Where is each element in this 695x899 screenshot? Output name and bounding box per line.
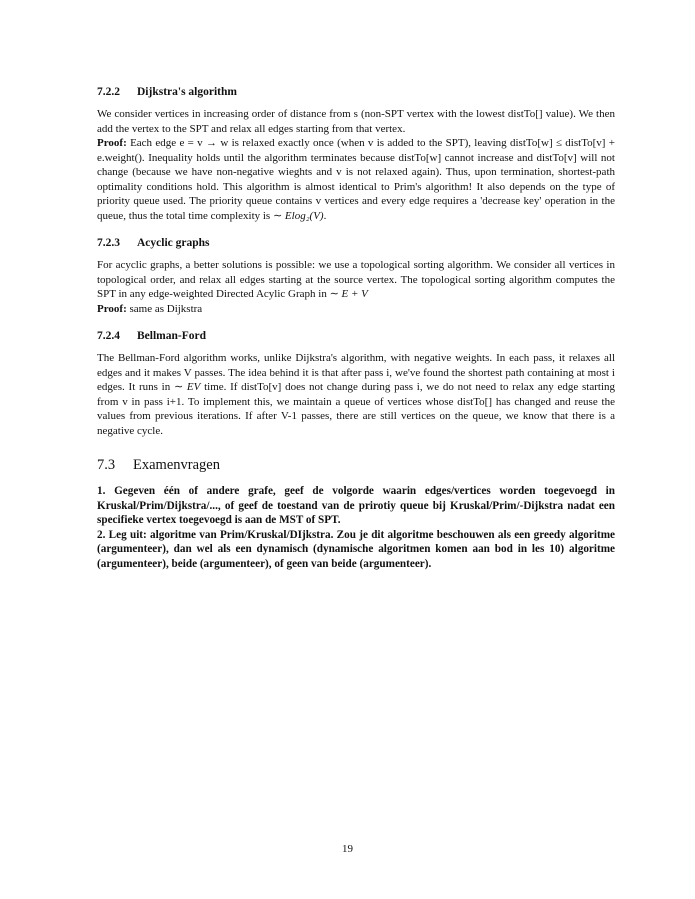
exam-question-1: 1. Gegeven één of andere grafe, geef de volgorde waarin edges/vertices worden toegevoegd in Kruskal/Prim/Dijkstra/..., of geef de toestand van de prirotiy queue bij Kruskal/Prim/-Dijkstra nadat een specifieke vertex toegevoegd is aan de MST of SPT.: [97, 485, 615, 527]
section-title: Examenvragen: [133, 457, 220, 473]
subsection-title: Bellman-Ford: [137, 330, 206, 342]
proof-label: Proof:: [97, 302, 127, 315]
subsection-number: 7.2.2: [97, 86, 120, 98]
dijkstra-intro-text: We consider vertices in increasing order of distance from s (non-SPT vertex with the lowest distTo[] value). We then add the vertex to the SPT and relax all edges starting from that vertex.: [97, 108, 615, 135]
section-heading-7-3: [97, 457, 615, 474]
subsection-number: 7.2.3: [97, 237, 120, 249]
bellman-ford-text-b: time. If distTo[v] does not change during pass i, we do not need to relax any edge starting from v in pass i+1. To implement this, we maintain a queue of vertices whose distTo[] has changed and reuse the values from previous iterations. If after V-1 passes, there are still vertices on the queue, we know that there is a negative cycle.: [97, 381, 615, 437]
subsection-heading-7-2-2: [97, 86, 615, 98]
acyclic-proof-text: same as Dijkstra: [129, 302, 203, 315]
paragraph-acyclic: [97, 258, 615, 316]
dijkstra-proof-end: .: [323, 209, 327, 222]
page-number: 19: [342, 843, 353, 855]
subsection-title: Dijkstra's algorithm: [137, 86, 237, 98]
subsection-title: Acyclic graphs: [137, 237, 210, 249]
proof-label: Proof:: [97, 137, 127, 149]
math-complexity: ∼ Elog₂(V): [272, 209, 324, 222]
subsection-number: 7.2.4: [97, 330, 120, 342]
subsection-heading-7-2-3: [97, 237, 615, 249]
subsection-heading-7-2-4: [97, 330, 615, 342]
math-complexity: ∼ EV: [173, 381, 201, 393]
exam-question-2: 2. Leg uit: algoritme van Prim/Kruskal/DIjkstra. Zou je dit algoritme beschouwen als een greedy algoritme (argumenteer), dan wel als een dynamisch (dynamische algoritmen komen aan bod in les 10) algoritme (argumenteer), beide (argumenteer), of geen van beide (argumenteer).: [97, 528, 615, 570]
acyclic-text: For acyclic graphs, a better solutions is possible: we use a topological sorting algorithm. We consider all vertices in topological order, and relax all edges starting at the source vertex. The topological sorting algorithm computes the SPT in any edge-weighted Directed Acylic Graph in: [97, 259, 615, 300]
paragraph-dijkstra: [97, 107, 615, 223]
paragraph-bellman-ford: [97, 351, 615, 438]
dijkstra-proof-text: Each edge e = v → w is relaxed exactly once (when v is added to the SPT), leaving distTo[w] ≤ distTo[v] + e.weight(). Inequality holds until the algorithm terminates because distTo[w] cannot increase and distTo[v] will not change (because we have non-negative wieghts and v is not relaxed again). Thus, upon termination, shortest-path optimality conditions hold. This algorithm is almost identical to Prim's algorithm! It also depends on the type of priority queue used. The priority queue contains v vertices and every edge requires a 'decrease key' operation in the queue, thus the total time complexity is: [97, 137, 615, 222]
section-number: 7.3: [97, 457, 116, 473]
math-complexity: ∼ E + V: [329, 288, 368, 300]
page-content: [97, 86, 615, 572]
bellman-ford-text-a: The Bellman-Ford algorithm works, unlike Dijkstra's algorithm, with negative weights. In each pass, it relaxes all edges and it makes V passes. The idea behind it is that after pass i, we've found the shortest path containing at most i edges. It runs in: [97, 352, 615, 393]
